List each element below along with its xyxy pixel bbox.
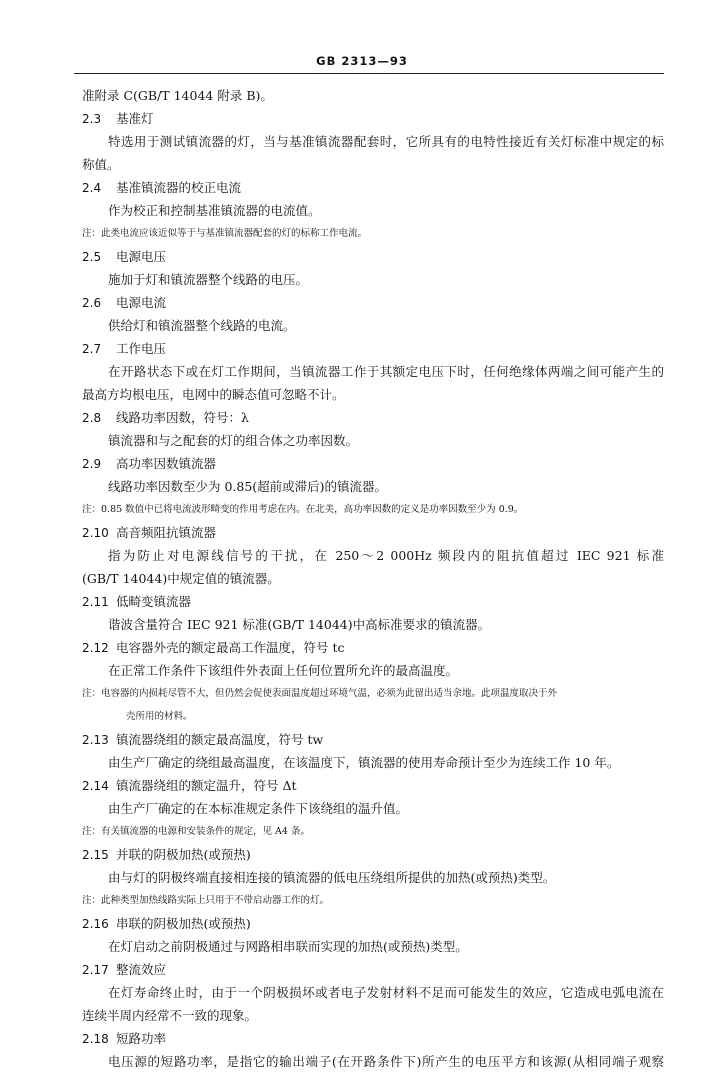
- note-line: 注：有关镇流器的电源和安装条件的规定，见 A4 条。: [82, 826, 310, 837]
- section-heading: [82, 176, 664, 199]
- section-number: 2.4: [82, 181, 102, 195]
- section-title: 高功率因数镇流器: [116, 456, 217, 471]
- section-number: 2.15: [82, 848, 109, 862]
- section-title: 低畸变镇流器: [116, 594, 192, 609]
- section-number: 2.16: [82, 917, 109, 931]
- section-number: 2.7: [82, 342, 102, 356]
- document-body: [82, 84, 664, 1073]
- section-heading: [82, 590, 664, 613]
- section-heading: [82, 912, 664, 935]
- text-line: 谐波含量符合 IEC 921 标准(GB/T 14044)中高标准要求的镇流器。: [108, 617, 491, 632]
- section-title: 基准镇流器的校正电流: [116, 180, 242, 195]
- section-number: 2.11: [82, 595, 109, 609]
- text-line: 准附录 C(GB/T 14044 附录 B)。: [82, 88, 273, 103]
- section-number: 2.6: [82, 296, 102, 310]
- text-line: 由生产厂确定的绕组最高温度，在该温度下，镇流器的使用寿命预计至少为连续工作 10 年。: [108, 755, 620, 770]
- section-title: 线路功率因数，符号：λ: [116, 410, 249, 425]
- section-number: 2.17: [82, 963, 109, 977]
- section-number: 2.9: [82, 457, 102, 471]
- section-title: 工作电压: [116, 341, 167, 356]
- section-title: 电源电流: [116, 295, 167, 310]
- section-title: 整流效应: [116, 962, 167, 977]
- section-heading: [82, 337, 664, 360]
- text-line: 最高方均根电压，电网中的瞬态值可忽略不计。: [82, 387, 345, 402]
- note-line: 注：此类电流应该近似等于与基准镇流器配套的灯的标称工作电流。: [82, 228, 368, 239]
- note-line: 壳所用的材料。: [126, 711, 193, 722]
- text-line: 称值。: [82, 157, 120, 172]
- section-number: 2.3: [82, 112, 102, 126]
- section-heading: [82, 521, 664, 544]
- section-heading: [82, 245, 664, 268]
- text-line: 在灯寿命终止时，由于一个阴极损坏或者电子发射材料不足而可能发生的效应，它造成电弧电流在: [108, 985, 664, 1000]
- text-line: 施加于灯和镇流器整个线路的电压。: [108, 272, 309, 287]
- section-number: 2.8: [82, 411, 102, 425]
- text-line: 镇流器和与之配套的灯的组合体之功率因数。: [108, 433, 359, 448]
- section-heading: [82, 406, 664, 429]
- section-heading: [82, 291, 664, 314]
- text-line: 作为校正和控制基准镇流器的电流值。: [108, 203, 321, 218]
- section-title: 并联的阴极加热(或预热): [116, 847, 251, 862]
- note-line: 注：此种类型加热线路实际上只用于不带启动器工作的灯。: [82, 895, 330, 906]
- section-heading: [82, 958, 664, 981]
- section-title: 串联的阴极加热(或预热): [116, 916, 251, 931]
- section-number: 2.18: [82, 1032, 109, 1046]
- section-title: 高音频阻抗镇流器: [116, 525, 217, 540]
- text-line: 在开路状态下或在灯工作期间，当镇流器工作于其额定电压下时，任何绝缘体两端之间可能产生的: [108, 364, 664, 379]
- text-line: 线路功率因数至少为 0.85(超前或滞后)的镇流器。: [108, 479, 388, 494]
- section-number: 2.14: [82, 779, 109, 793]
- section-number: 2.13: [82, 733, 109, 747]
- section-heading: [82, 728, 664, 751]
- section-heading: [82, 843, 664, 866]
- text-line: 电压源的短路功率，是指它的输出端子(在开路条件下)所产生的电压平方和该源(从相同端子观察: [108, 1054, 664, 1069]
- text-line: (GB/T 14044)中规定值的镇流器。: [82, 571, 280, 586]
- section-heading: [82, 452, 664, 475]
- section-heading: [82, 774, 664, 797]
- section-title: 电容器外壳的额定最高工作温度，符号 tc: [116, 640, 345, 655]
- section-number: 2.12: [82, 641, 109, 655]
- note-line: 注：电容器的内损耗尽管不大，但仍然会促使表面温度超过环境气温，必须为此留出适当余地。此项温度取决于外: [82, 688, 558, 699]
- section-title: 电源电压: [116, 249, 167, 264]
- section-title: 基准灯: [116, 111, 154, 126]
- text-line: 供给灯和镇流器整个线路的电流。: [108, 318, 296, 333]
- text-line: 连续半周内经常不一致的现象。: [82, 1008, 258, 1023]
- text-line: 由生产厂确定的在本标准规定条件下该绕组的温升值。: [108, 801, 409, 816]
- header-rule: [74, 73, 664, 74]
- section-title: 短路功率: [116, 1031, 167, 1046]
- page-header: GB 2313—93: [316, 54, 408, 68]
- text-line: 指为防止对电源线信号的干扰，在 250～2 000Hz 频段内的阻抗值超过 IEC 921 标准: [108, 548, 664, 563]
- text-line: 在正常工作条件下该组件外表面上任何位置所允许的最高温度。: [108, 663, 459, 678]
- note-line: 注：0.85 数值中已将电流波形畸变的作用考虑在内。在北美，高功率因数的定义是功率因数至少为 0.9。: [82, 504, 524, 515]
- text-line: 在灯启动之前阴极通过与网路相串联而实现的加热(或预热)类型。: [108, 939, 468, 954]
- section-title: 镇流器绕组的额定温升，符号 Δt: [116, 778, 297, 793]
- section-heading: [82, 107, 664, 130]
- text-line: 特选用于测试镇流器的灯，当与基准镇流器配套时，它所具有的电特性接近有关灯标准中规定的标: [108, 134, 664, 149]
- section-number: 2.10: [82, 526, 109, 540]
- section-heading: [82, 1027, 664, 1050]
- section-title: 镇流器绕组的额定最高温度，符号 tw: [116, 732, 324, 747]
- text-line: 由与灯的阴极终端直接相连接的镇流器的低电压绕组所提供的加热(或预热)类型。: [108, 870, 556, 885]
- section-number: 2.5: [82, 250, 102, 264]
- section-heading: [82, 636, 664, 659]
